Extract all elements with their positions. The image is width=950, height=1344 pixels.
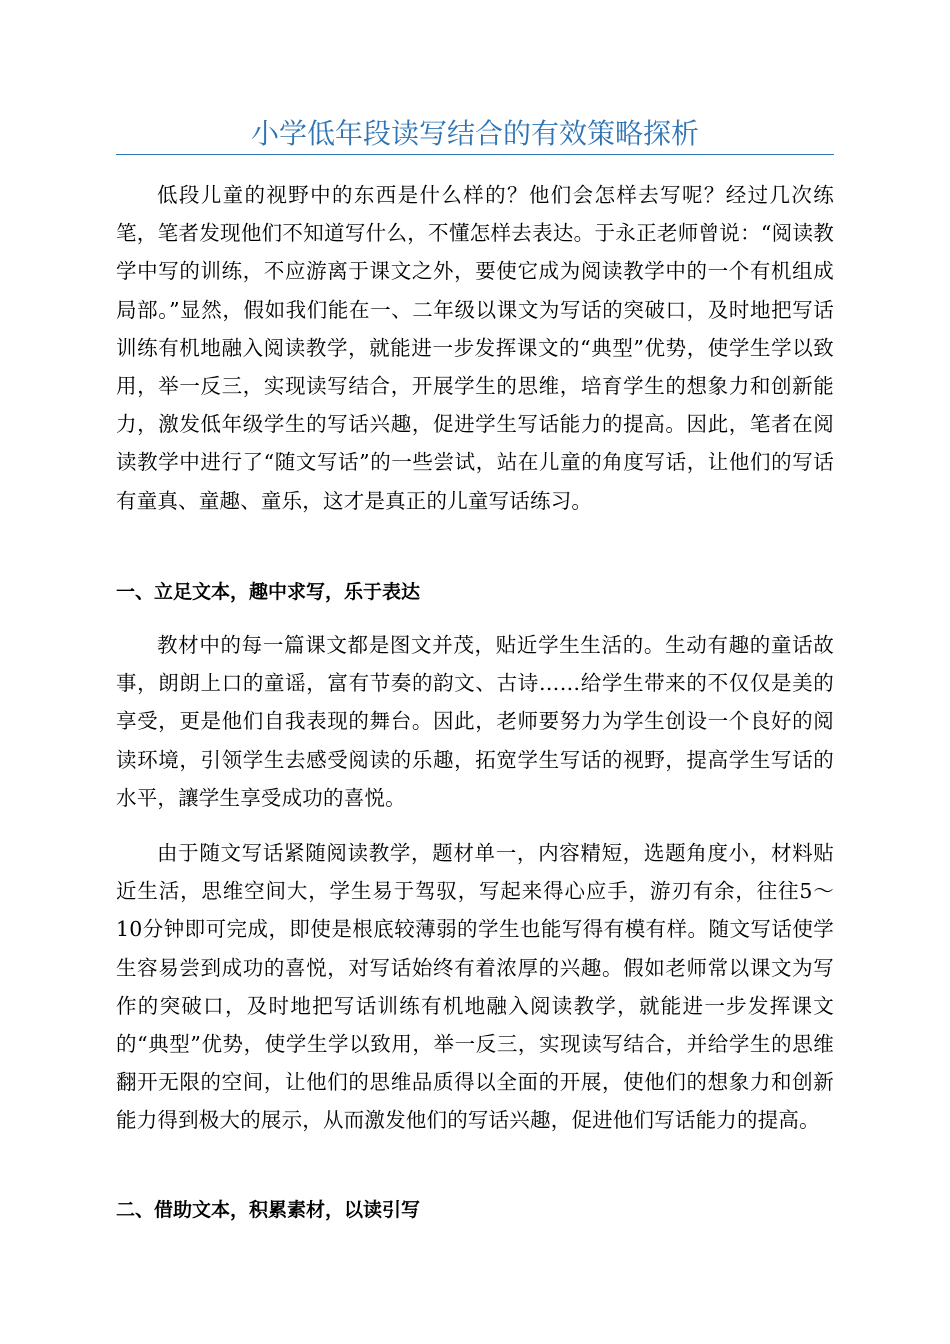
paragraph-section-1-a: 教材中的每一篇课文都是图文并茂，贴近学生生活的。生动有趣的童话故事，朗朗上口的童谣，富有节奏的韵文、古诗……给学生带来的不仅仅是美的享受，更是他们自我表现的舞台。因此，老师要努力为学生创设一个良好的阅读环境，引领学生去感受阅读的乐趣，拓宽学生写话的视野，提高学生写话的水平，讓学生享受成功的喜悦。 [116, 633, 834, 810]
title-underline [116, 154, 834, 155]
paragraph-intro: 低段儿童的视野中的东西是什么样的？他们会怎样去写呢？经过几次练笔，笔者发现他们不知道写什么，不懂怎样去表达。于永正老师曾说：“阅读教学中写的训练，不应游离于课文之外，要使它成为阅读教学中的一个有机组成局部。”显然，假如我们能在一、二年级以课文为写话的突破口，及时地把写话训练有机地融入阅读教学，就能进一步发挥课文的“典型”优势，使学生学以致用，举一反三，实现读写结合，开展学生的思维，培育学生的想象力和创新能力，激发低年级学生的写话兴趣，促进学生写话能力的提高。因此，笔者在阅读教学中进行了“随文写话”的一些尝试，站在儿童的角度写话，让他们的写话有童真、童趣、童乐，这才是真正的儿童写话练习。 [116, 183, 834, 513]
paragraph-section-1-b: 由于随文写话紧随阅读教学，题材单一，内容精短，选题角度小，材料贴近生活，思维空间大，学生易于驾驭，写起来得心应手，游刃有余，往往5～10分钟即可完成，即使是根底较薄弱的学生也能写得有模有样。随文写话使学生容易尝到成功的喜悦，对写话始终有着浓厚的兴趣。假如老师常以课文为写作的突破口，及时地把写话训练有机地融入阅读教学，就能进一步发挥课文的“典型”优势，使学生学以致用，举一反三，实现读写结合，并给学生的思维翻开无限的空间，让他们的思维品质得以全面的开展，使他们的想象力和创新能力得到极大的展示，从而激发他们的写话兴趣，促进他们写话能力的提高。 [116, 841, 834, 1133]
section-heading-2: 二、借助文本，积累素材，以读引写 [116, 1199, 421, 1221]
document-title: 小学低年段读写结合的有效策略探析 [250, 117, 699, 150]
section-heading-1: 一、立足文本，趣中求写，乐于表达 [116, 581, 421, 603]
